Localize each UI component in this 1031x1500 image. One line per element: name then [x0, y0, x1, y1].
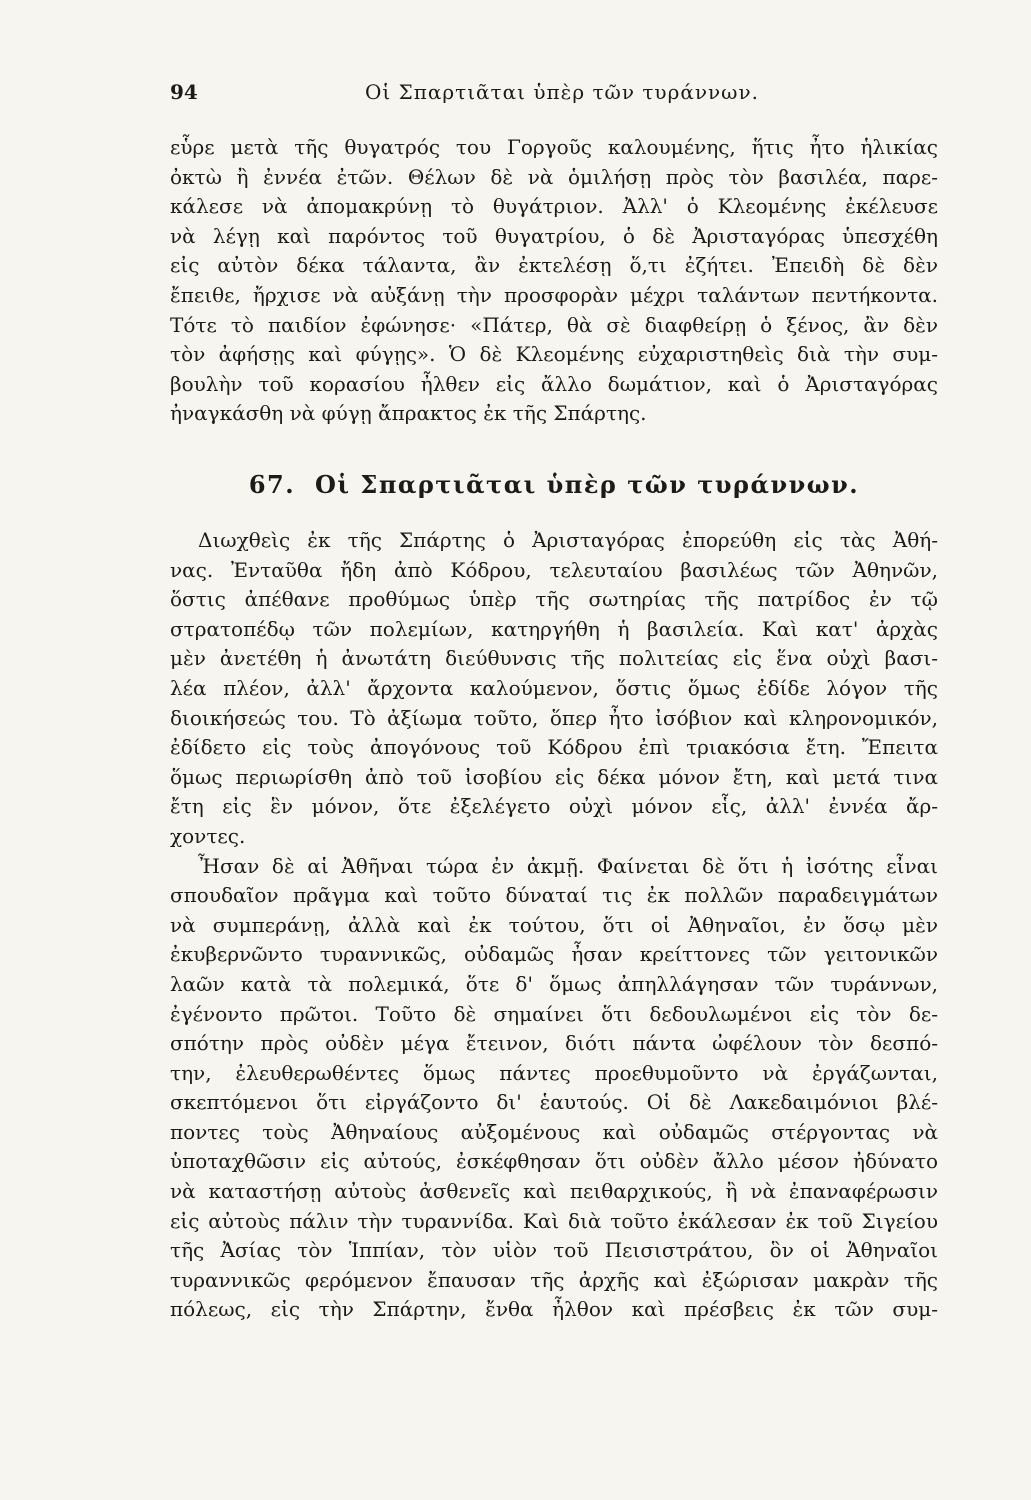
text-line: ἔπειθε, ἤρχισε νὰ αὐξάνῃ τὴν προσφορὰν μέχρι ταλάντων πεντήκοντα. — [170, 282, 938, 307]
text-line: ἠναγκάσθη νὰ φύγῃ ἄπρακτος ἐκ τῆς Σπάρτης. — [170, 401, 647, 426]
section-number: 67. — [248, 470, 296, 499]
paragraph — [170, 852, 938, 1326]
text-line: ἐκυβερνῶντο τυραννικῶς, οὐδαμῶς ἦσαν κρείττονες τῶν γειτονικῶν — [170, 942, 938, 967]
text-line: διοικήσεώς του. Τὸ ἀξίωμα τοῦτο, ὅπερ ἦτο ἰσόβιον καὶ κληρονομικόν, — [170, 705, 938, 730]
text-line: ἐγένοντο πρῶτοι. Τοῦτο δὲ σημαίνει ὅτι δεδουλωμένοι εἰς τὸν δε- — [170, 1001, 938, 1026]
text-line: ὅμως περιωρίσθη ἀπὸ τοῦ ἰσοβίου εἰς δέκα μόνον ἔτη, καὶ μετά τινα — [170, 764, 938, 789]
text-line: τὸν ἀφήσῃς καὶ φύγῃς». Ὁ δὲ Κλεομένης εὐχαριστηθεὶς διὰ τὴν συμ- — [170, 342, 938, 367]
text-line: λέα πλέον, ἀλλ' ἄρχοντα καλούμενον, ὅστις ὅμως ἐδίδε λόγον τῆς — [170, 675, 938, 700]
page-number: 94 — [170, 80, 198, 104]
text-line: ἔτη εἰς ἓν μόνον, ὅτε ἐξελέγετο οὐχὶ μόνον εἷς, ἀλλ' ἐννέα ἄρ- — [170, 794, 938, 819]
text-line: κάλεσε νὰ ἀπομακρύνῃ τὸ θυγάτριον. Ἀλλ' ὁ Κλεομένης ἐκέλευσε — [170, 194, 938, 219]
text-line: νὰ συμπεράνῃ, ἀλλὰ καὶ ἐκ τούτου, ὅτι οἱ Ἀθηναῖοι, ἐν ὅσῳ μὲν — [170, 912, 938, 937]
text-line: νὰ λέγῃ καὶ παρόντος τοῦ θυγατρίου, ὁ δὲ Ἀρισταγόρας ὑπεσχέθη — [170, 223, 938, 248]
text-line: εὗρε μετὰ τῆς θυγατρός του Γοργοῦς καλουμένης, ἥτις ἦτο ἡλικίας — [170, 135, 938, 159]
text-line: νας. Ἐνταῦθα ἤδη ἀπὸ Κόδρου, τελευταίου βασιλέως τῶν Ἀθηνῶν, — [170, 557, 938, 582]
text-line: εἰς αὐτοὺς πάλιν τὴν τυραννίδα. Καὶ διὰ τοῦτο ἐκάλεσαν ἐκ τοῦ Σιγείου — [170, 1208, 938, 1233]
text-line: Διωχθεὶς ἐκ τῆς Σπάρτης ὁ Ἀρισταγόρας ἐπορεύθη εἰς τὰς Ἀθή- — [198, 528, 938, 552]
text-line: πόλεως, εἰς τὴν Σπάρτην, ἔνθα ἦλθον καὶ πρέσβεις ἐκ τῶν συμ- — [170, 1297, 938, 1322]
text-line: στρατοπέδῳ τῶν πολεμίων, κατηργήθη ἡ βασιλεία. Καὶ κατ' ἀρχὰς — [170, 616, 938, 641]
section-title: Οἱ Σπαρτιᾶται ὑπὲρ τῶν τυράννων. — [314, 470, 860, 499]
text-line: Ἦσαν δὲ αἱ Ἀθῆναι τώρα ἐν ἀκμῇ. Φαίνεται δὲ ὅτι ἡ ἰσότης εἶναι — [198, 853, 938, 878]
text-line: ὑποταχθῶσιν εἰς αὐτούς, ἐσκέφθησαν ὅτι οὐδὲν ἄλλο μέσον ἠδύνατο — [170, 1149, 938, 1174]
top-paragraph — [170, 133, 938, 429]
text-line: βουλὴν τοῦ κορασίου ἦλθεν εἰς ἄλλο δωμάτιον, καὶ ὁ Ἀρισταγόρας — [170, 371, 938, 396]
text-line: ποντες τοὺς Ἀθηναίους αὐξομένους καὶ οὐδαμῶς στέργοντας νὰ — [170, 1119, 938, 1144]
paragraph — [170, 526, 938, 852]
body-text — [170, 526, 938, 1325]
text-line: σκεπτόμενοι ὅτι εἰργάζοντο δι' ἑαυτούς. Οἱ δὲ Λακεδαιμόνιοι βλέ- — [170, 1090, 938, 1115]
text-line: μὲν ἀνετέθη ἡ ἀνωτάτη διεύθυνσις τῆς πολιτείας εἰς ἕνα οὐχὶ βασι- — [170, 646, 938, 671]
text-line: λαῶν κατὰ τὰ πολεμικά, ὅτε δ' ὅμως ἀπηλλάγησαν τῶν τυράννων, — [170, 971, 938, 996]
text-line: τυραννικῶς φερόμενον ἔπαυσαν τῆς ἀρχῆς καὶ ἐξώρισαν μακρὰν τῆς — [170, 1267, 938, 1292]
text-line: ὅστις ἀπέθανε προθύμως ὑπὲρ τῆς σωτηρίας τῆς πατρίδος ἐν τῷ — [170, 587, 938, 612]
text-line: εἰς αὐτὸν δέκα τάλαντα, ἂν ἐκτελέσῃ ὅ,τι ἐζήτει. Ἐπειδὴ δὲ δὲν — [170, 253, 938, 278]
text-line: ὀκτὼ ἢ ἐννέα ἐτῶν. Θέλων δὲ νὰ ὁμιλήσῃ πρὸς τὸν βασιλέα, παρε- — [170, 164, 938, 189]
text-line: σπότην πρὸς οὐδὲν μέγα ἔτεινον, διότι πάντα ὠφέλουν τὸν δεσπό- — [170, 1031, 938, 1056]
text-line: χοντες. — [170, 823, 246, 848]
section-heading — [170, 470, 938, 499]
text-line: ἐδίδετο εἰς τοὺς ἀπογόνους τοῦ Κόδρου ἐπὶ τριακόσια ἔτη. Ἔπειτα — [170, 735, 938, 760]
text-line: σπουδαῖον πρᾶγμα καὶ τοῦτο δύναταί τις ἐκ πολλῶν παραδειγμάτων — [170, 883, 938, 908]
text-line: τῆς Ἀσίας τὸν Ἱππίαν, τὸν υἱὸν τοῦ Πεισιστράτου, ὃν οἱ Ἀθηναῖοι — [170, 1238, 938, 1263]
text-line: Τότε τὸ παιδίον ἐφώνησε· «Πάτερ, θὰ σὲ διαφθείρῃ ὁ ξένος, ἂν δὲν — [170, 312, 938, 337]
text-line: την, ἐλευθερωθέντες ὅμως πάντες προεθυμοῦντο νὰ ἐργάζωνται, — [170, 1060, 938, 1085]
text-line: νὰ καταστήσῃ αὐτοὺς ἀσθενεῖς καὶ πειθαρχικούς, ἢ νὰ ἐπαναφέρωσιν — [170, 1179, 938, 1204]
running-head — [170, 80, 940, 110]
running-title: Οἱ Σπαρτιᾶται ὑπὲρ τῶν τυράννων. — [365, 80, 759, 104]
